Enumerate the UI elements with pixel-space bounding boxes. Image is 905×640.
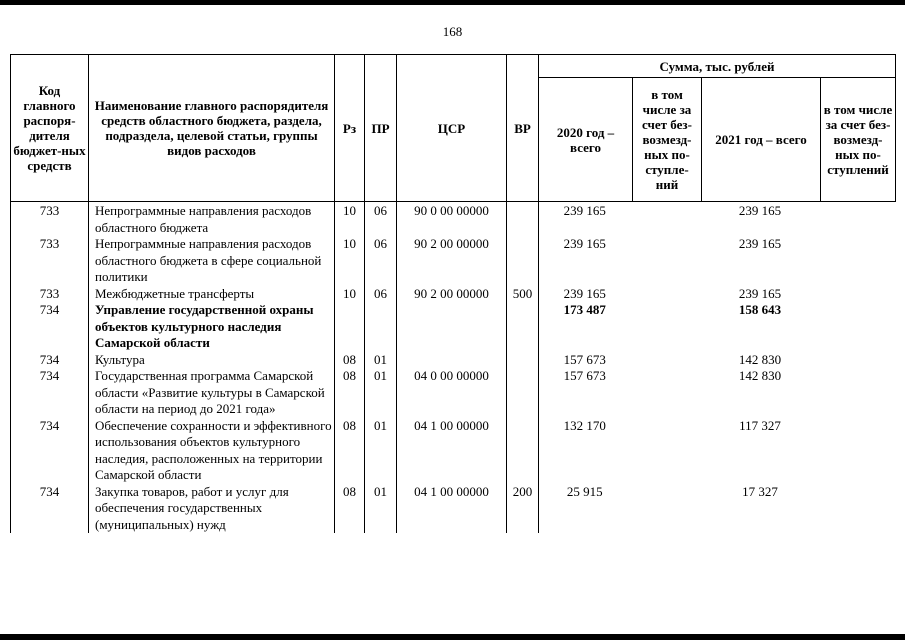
header-csr: ЦСР (397, 55, 507, 202)
cell-2020-free (633, 418, 702, 484)
cell-rz: 10 (335, 202, 365, 237)
header-sum-group: Сумма, тыс. рублей (539, 55, 896, 78)
cell-csr: 90 0 00 00000 (397, 202, 507, 237)
cell-2020-free (633, 202, 702, 237)
table-row (11, 302, 896, 352)
table-row (11, 202, 896, 237)
cell-code: 734 (11, 302, 89, 352)
cell-rz: 08 (335, 368, 365, 418)
cell-2021-total: 239 165 (738, 203, 782, 218)
cell-code: 733 (11, 202, 89, 237)
cell-name: Непрограммные направления расходов областного бюджета в сфере социальной политики (89, 236, 335, 286)
cell-vr: 500 (507, 286, 539, 303)
cell-2021-free (821, 368, 896, 418)
cell-vr (507, 352, 539, 369)
cell-code: 733 (11, 236, 89, 286)
cell-name: Закупка товаров, работ и услуг для обеспечения государственных (муниципальных) нужд (89, 484, 335, 534)
cell-rz: 10 (335, 286, 365, 303)
header-name: Наименование главного распорядителя средств областного бюджета, раздела, подраздела, целевой статьи, группы видов расходов (89, 55, 335, 202)
table-row (11, 484, 896, 534)
cell-2021-free (821, 352, 896, 369)
cell-2020-total: 157 673 (563, 351, 606, 367)
cell-2020-total: 25 915 (566, 483, 603, 499)
cell-code: 734 (11, 484, 89, 534)
cell-pr (365, 302, 397, 352)
cell-2021-total: 117 327 (739, 417, 781, 433)
header-2021-total: 2021 год – всего (702, 78, 821, 202)
cell-2020-total: 173 487 (563, 302, 606, 317)
cell-vr (507, 418, 539, 484)
cell-name: Межбюджетные трансферты (89, 286, 335, 303)
cell-csr: 04 0 00 00000 (397, 368, 507, 418)
cell-pr: 06 (365, 286, 397, 303)
cell-csr: 90 2 00 00000 (397, 236, 507, 286)
bottom-scan-border (0, 634, 905, 640)
cell-pr: 01 (365, 368, 397, 418)
cell-csr: 04 1 00 00000 (397, 484, 507, 534)
header-2021-free: в том числе за счет без-возмезд-ных по-ступлений (821, 78, 896, 202)
cell-2021-free (821, 236, 896, 286)
table-row (11, 236, 896, 286)
cell-2021-total: 239 165 (738, 236, 782, 251)
cell-code: 734 (11, 368, 89, 418)
header-code: Код главного распоря-дителя бюджет-ных средств (11, 55, 89, 202)
cell-2021-free (821, 302, 896, 352)
cell-2020-total: 157 673 (563, 368, 606, 383)
cell-2021-total: 158 643 (738, 302, 782, 317)
table-row (11, 286, 896, 303)
cell-name: Обеспечение сохранности и эффективного использования объектов культурного наследия, расположенных на территории Самарской области (89, 418, 335, 484)
cell-code: 733 (11, 286, 89, 303)
cell-2021-free (821, 418, 896, 484)
page-number: 168 (442, 24, 463, 39)
cell-csr (397, 352, 507, 369)
cell-pr: 06 (365, 236, 397, 286)
cell-2021-total: 142 830 (738, 368, 782, 383)
table-body (11, 202, 896, 534)
cell-2021-free (821, 286, 896, 303)
cell-name: Управление государственной охраны объектов культурного наследия Самарской области (89, 302, 335, 352)
cell-csr: 04 1 00 00000 (397, 418, 507, 484)
cell-2020-free (633, 236, 702, 286)
cell-2020-free (633, 352, 702, 369)
cell-2020-total: 132 170 (563, 417, 606, 433)
cell-code: 734 (11, 418, 89, 484)
cell-2021-total: 142 830 (738, 351, 782, 367)
cell-rz: 10 (335, 236, 365, 286)
header-pr: ПР (365, 55, 397, 202)
cell-name: Государственная программа Самарской области «Развитие культуры в Самарской области на период до 2021 года» (89, 368, 335, 418)
cell-code: 734 (11, 352, 89, 369)
cell-pr: 01 (365, 484, 397, 534)
cell-2020-free (633, 302, 702, 352)
cell-2020-total: 239 165 (563, 236, 606, 251)
cell-csr: 90 2 00 00000 (397, 286, 507, 303)
header-vr: ВР (507, 55, 539, 202)
header-2020-free: в том числе за счет без-возмезд-ных по-ступле-ний (633, 78, 702, 202)
cell-2020-free (633, 286, 702, 303)
cell-2020-total: 239 165 (563, 285, 606, 301)
cell-pr: 01 (365, 352, 397, 369)
cell-2020-free (633, 484, 702, 534)
cell-vr: 200 (507, 484, 539, 534)
cell-vr (507, 302, 539, 352)
cell-vr (507, 236, 539, 286)
cell-rz: 08 (335, 418, 365, 484)
cell-name: Культура (89, 352, 335, 369)
cell-vr (507, 202, 539, 237)
table-row (11, 368, 896, 418)
cell-2020-total: 239 165 (563, 203, 606, 218)
table-row (11, 352, 896, 369)
table-row (11, 418, 896, 484)
cell-2021-total: 239 165 (738, 285, 782, 301)
cell-rz: 08 (335, 484, 365, 534)
cell-pr: 01 (365, 418, 397, 484)
cell-rz (335, 302, 365, 352)
cell-name: Непрограммные направления расходов областного бюджета (89, 202, 335, 237)
cell-pr: 06 (365, 202, 397, 237)
cell-2020-free (633, 368, 702, 418)
budget-table (10, 54, 896, 533)
header-2020-total: 2020 год – всего (539, 78, 633, 202)
top-scan-border (0, 0, 905, 5)
header-rz: Рз (335, 55, 365, 202)
cell-2021-free (821, 484, 896, 534)
cell-rz: 08 (335, 352, 365, 369)
cell-csr (397, 302, 507, 352)
cell-2021-total: 17 327 (742, 483, 778, 499)
cell-2021-free (821, 202, 896, 237)
cell-vr (507, 368, 539, 418)
